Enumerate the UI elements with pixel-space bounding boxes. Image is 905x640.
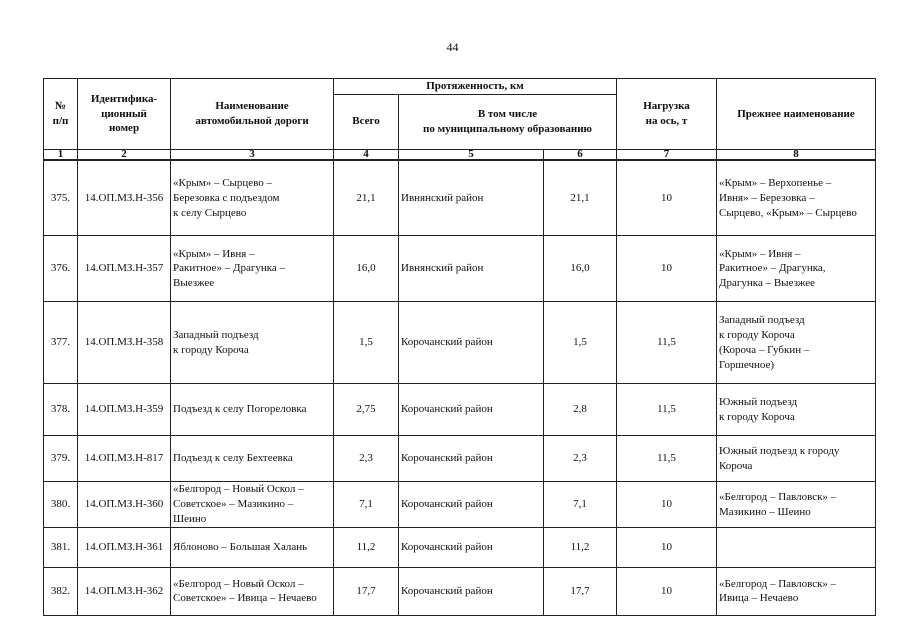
row-district: Корочанский район bbox=[399, 527, 544, 567]
row-length: 17,7 bbox=[544, 567, 617, 615]
header-prev: Прежнее наименование bbox=[717, 79, 876, 150]
col-number: 2 bbox=[78, 149, 171, 160]
row-prev-name: «Крым» – Ивня – Ракитное» – Драгунка, Драгунка – Выезжее bbox=[717, 236, 876, 302]
row-district: Ивнянский район bbox=[399, 236, 544, 302]
row-total: 21,1 bbox=[334, 160, 399, 236]
row-id: 14.ОП.МЗ.Н-360 bbox=[78, 482, 171, 528]
row-total: 1,5 bbox=[334, 302, 399, 384]
row-number: 376. bbox=[44, 236, 78, 302]
col-number: 7 bbox=[617, 149, 717, 160]
row-length: 16,0 bbox=[544, 236, 617, 302]
row-id: 14.ОП.МЗ.Н-356 bbox=[78, 160, 171, 236]
row-prev-name: «Белгород – Павловск» – Мазикино – Шеино bbox=[717, 482, 876, 528]
row-length: 2,3 bbox=[544, 436, 617, 482]
row-total: 2,75 bbox=[334, 384, 399, 436]
row-number: 382. bbox=[44, 567, 78, 615]
row-id: 14.ОП.МЗ.Н-362 bbox=[78, 567, 171, 615]
row-district: Корочанский район bbox=[399, 302, 544, 384]
row-district: Ивнянский район bbox=[399, 160, 544, 236]
row-load: 11,5 bbox=[617, 384, 717, 436]
col-number: 4 bbox=[334, 149, 399, 160]
row-load: 11,5 bbox=[617, 436, 717, 482]
row-length: 2,8 bbox=[544, 384, 617, 436]
row-prev-name: «Белгород – Павловск» – Ивица – Нечаево bbox=[717, 567, 876, 615]
table-row bbox=[44, 436, 876, 482]
header-total: Всего bbox=[334, 94, 399, 149]
roads-table bbox=[43, 78, 876, 616]
row-name: «Белгород – Новый Оскол – Советское» – Мазикино – Шеино bbox=[171, 482, 334, 528]
row-load: 11,5 bbox=[617, 302, 717, 384]
row-total: 2,3 bbox=[334, 436, 399, 482]
row-number: 379. bbox=[44, 436, 78, 482]
row-load: 10 bbox=[617, 160, 717, 236]
row-id: 14.ОП.МЗ.Н-357 bbox=[78, 236, 171, 302]
row-total: 7,1 bbox=[334, 482, 399, 528]
row-length: 11,2 bbox=[544, 527, 617, 567]
header-incl: В том числе по муниципальному образованию bbox=[399, 94, 617, 149]
header-num: № п/п bbox=[44, 79, 78, 150]
row-prev-name: Южный подъезд к городу Короча bbox=[717, 436, 876, 482]
row-name: «Крым» – Сырцево – Березовка с подъездом к селу Сырцево bbox=[171, 160, 334, 236]
row-load: 10 bbox=[617, 567, 717, 615]
row-district: Корочанский район bbox=[399, 384, 544, 436]
table-row bbox=[44, 236, 876, 302]
page-number: 44 bbox=[446, 40, 459, 54]
table-row bbox=[44, 384, 876, 436]
row-name: Подъезд к селу Погореловка bbox=[171, 384, 334, 436]
row-district: Корочанский район bbox=[399, 436, 544, 482]
row-total: 16,0 bbox=[334, 236, 399, 302]
row-district: Корочанский район bbox=[399, 482, 544, 528]
header-name: Наименование автомобильной дороги bbox=[171, 79, 334, 150]
col-number: 5 bbox=[399, 149, 544, 160]
row-id: 14.ОП.МЗ.Н-361 bbox=[78, 527, 171, 567]
row-prev-name bbox=[717, 527, 876, 567]
table-row bbox=[44, 160, 876, 236]
row-length: 1,5 bbox=[544, 302, 617, 384]
row-district: Корочанский район bbox=[399, 567, 544, 615]
row-id: 14.ОП.МЗ.Н-817 bbox=[78, 436, 171, 482]
row-number: 381. bbox=[44, 527, 78, 567]
row-length: 21,1 bbox=[544, 160, 617, 236]
row-id: 14.ОП.МЗ.Н-358 bbox=[78, 302, 171, 384]
row-total: 17,7 bbox=[334, 567, 399, 615]
table-row bbox=[44, 567, 876, 615]
col-number: 3 bbox=[171, 149, 334, 160]
row-load: 10 bbox=[617, 482, 717, 528]
col-number: 8 bbox=[717, 149, 876, 160]
col-number: 6 bbox=[544, 149, 617, 160]
row-prev-name: «Крым» – Верхопенье – Ивня» – Березовка – Сырцево, «Крым» – Сырцево bbox=[717, 160, 876, 236]
header-load: Нагрузка на ось, т bbox=[617, 79, 717, 150]
row-prev-name: Западный подъезд к городу Короча (Короча – Губкин – Горшечное) bbox=[717, 302, 876, 384]
col-number: 1 bbox=[44, 149, 78, 160]
table-row bbox=[44, 482, 876, 528]
row-length: 7,1 bbox=[544, 482, 617, 528]
header-id: Идентифика- ционный номер bbox=[78, 79, 171, 150]
header-length: Протяженность, км bbox=[334, 79, 617, 95]
row-id: 14.ОП.МЗ.Н-359 bbox=[78, 384, 171, 436]
table-row bbox=[44, 527, 876, 567]
row-number: 380. bbox=[44, 482, 78, 528]
row-number: 377. bbox=[44, 302, 78, 384]
row-name: «Крым» – Ивня – Ракитное» – Драгунка – Выезжее bbox=[171, 236, 334, 302]
row-name: Западный подъезд к городу Короча bbox=[171, 302, 334, 384]
row-prev-name: Южный подъезд к городу Короча bbox=[717, 384, 876, 436]
row-number: 375. bbox=[44, 160, 78, 236]
row-load: 10 bbox=[617, 527, 717, 567]
row-name: Подъезд к селу Бехтеевка bbox=[171, 436, 334, 482]
row-name: Яблоново – Большая Халань bbox=[171, 527, 334, 567]
row-name: «Белгород – Новый Оскол – Советское» – Ивица – Нечаево bbox=[171, 567, 334, 615]
row-total: 11,2 bbox=[334, 527, 399, 567]
table-row bbox=[44, 302, 876, 384]
row-load: 10 bbox=[617, 236, 717, 302]
row-number: 378. bbox=[44, 384, 78, 436]
